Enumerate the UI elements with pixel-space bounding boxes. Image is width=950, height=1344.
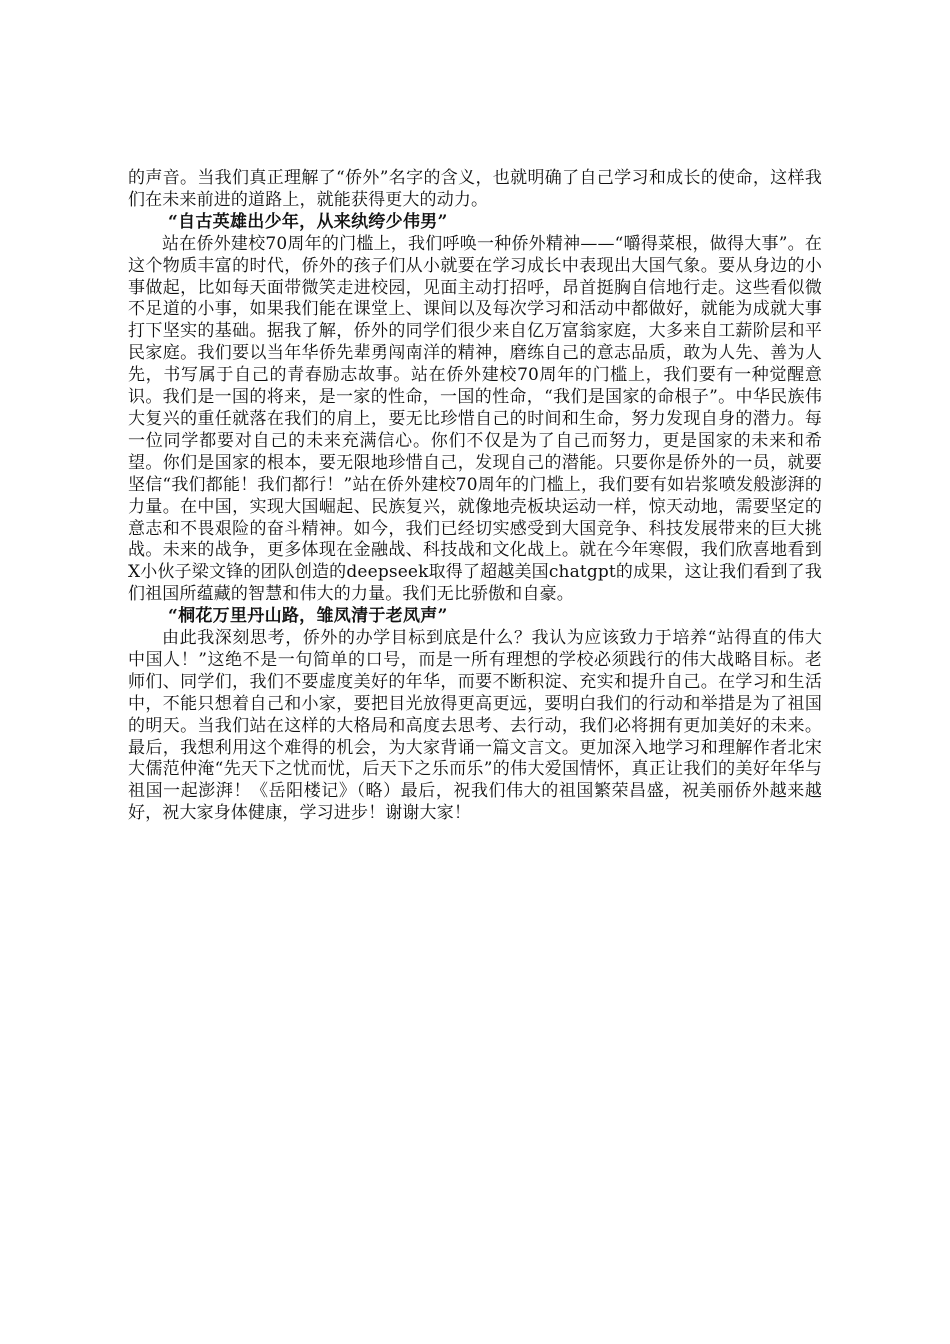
section-heading-2: “桐花万里丹山路，雏凤清于老凤声” bbox=[168, 606, 448, 627]
paragraph-body-1: 站在侨外建校70周年的门槛上，我们呼唤一种侨外精神——“嚼得菜根，做得大事”。在这个物质丰富的时代，侨外的孩子们从小就要在学习成长中表现出大国气象。要从身边的小事做起，比如每天面带微笑走进校园，见面主动打招呼，昂首挺胸自信地行走。这些看似微不足道的小事，如果我们能在课堂上、课间以及每次学习和活动中都做好，就能为成就大事打下坚实的基础。据我了解，侨外的同学们很少来自亿万富翁家庭，大多来自工薪阶层和平民家庭。我们要以当年华侨先辈勇闯南洋的精神，磨练自己的意志品质，敢为人先、善为人先，书写属于自己的青春励志故事。站在侨外建校70周年的门槛上，我们要有一种觉醒意识。我们是一国的将来，是一家的性命，一国的性命，“我们是国家的命根子”。中华民族伟大复兴的重任就落在我们的肩上，要无比珍惜自己的时间和生命，努力发现自身的潜力。每一位同学都要对自己的未来充满信心。你们不仅是为了自己而努力，更是国家的未来和希望。你们是国家的根本，要无限地珍惜自己，发现自己的潜能。只要你是侨外的一员，就要坚信“我们都能！我们都行！”站在侨外建校70周年的门槛上，我们要有如岩浆喷发般澎湃的力量。在中国，实现大国崛起、民族复兴，就像地壳板块运动一样，惊天动地，需要坚定的意志和不畏艰险的奋斗精神。如今，我们已经切实感受到大国竞争、科技发展带来的巨大挑战。未来的战争，更多体现在金融战、科技战和文化战上。就在今年寒假，我们欣喜地看到X小伙子梁文锋的团队创造的deepseek取得了超越美国chatgpt的成果，这让我们看到了我们祖国所蕴藏的智慧和伟大的力量。我们无比骄傲和自豪。 bbox=[128, 233, 822, 605]
document-page bbox=[128, 168, 822, 825]
paragraph-intro: 的声音。当我们真正理解了“侨外”名字的含义，也就明确了自己学习和成长的使命，这样我们在未来前进的道路上，就能获得更大的动力。 bbox=[128, 168, 822, 210]
paragraph-body-2: 由此我深刻思考，侨外的办学目标到底是什么？我认为应该致力于培养“站得直的伟大中国人！”这绝不是一句简单的口号，而是一所有理想的学校必须践行的伟大战略目标。老师们、同学们，我们不要虚度美好的年华，而要不断积淀、充实和提升自己。在学习和生活中，不能只想着自己和小家，要把目光放得更高更远，要明白我们的行动和举措是为了祖国的明天。当我们站在这样的大格局和高度去思考、去行动，我们必将拥有更加美好的未来。最后，我想利用这个难得的机会，为大家背诵一篇文言文。更加深入地学习和理解作者北宋大儒范仲淹“先天下之忧而忧，后天下之乐而乐”的伟大爱国情怀，真正让我们的美好年华与祖国一起澎湃！《岳阳楼记》（略）最后，祝我们伟大的祖国繁荣昌盛，祝美丽侨外越来越好，祝大家身体健康，学习进步！谢谢大家！ bbox=[128, 628, 822, 824]
section-heading-1: “自古英雄出少年，从来纨绔少伟男” bbox=[168, 211, 448, 232]
